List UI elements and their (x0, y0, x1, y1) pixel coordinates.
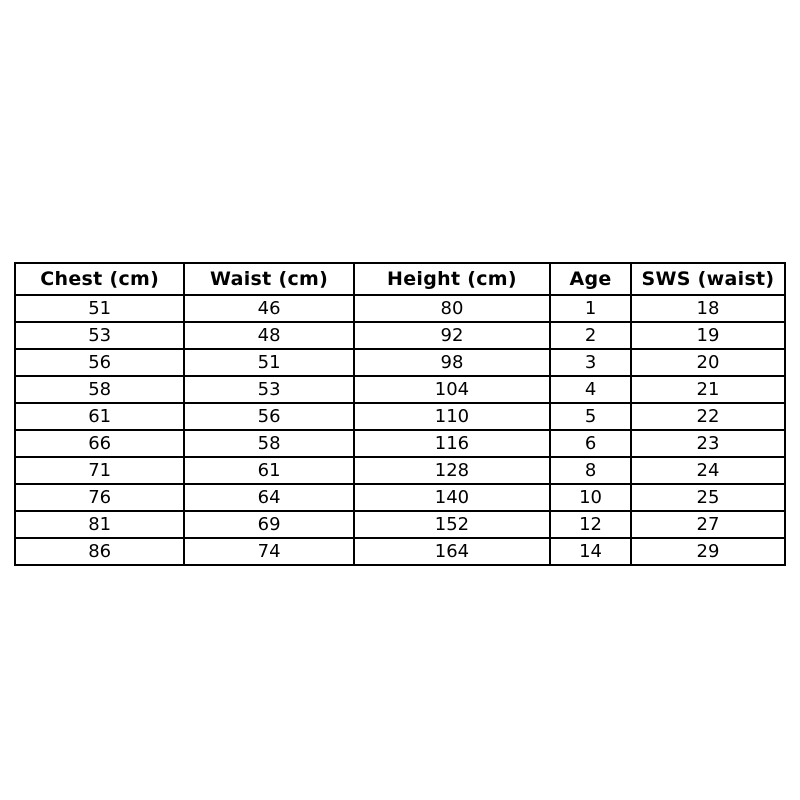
cell-waist: 64 (184, 484, 353, 511)
table-row (15, 457, 785, 484)
table-row (15, 322, 785, 349)
cell-sws: 19 (631, 322, 785, 349)
cell-waist: 51 (184, 349, 353, 376)
cell-sws: 22 (631, 403, 785, 430)
column-header-chest: Chest (cm) (15, 263, 184, 295)
column-header-height: Height (cm) (354, 263, 550, 295)
cell-chest: 76 (15, 484, 184, 511)
cell-age: 12 (550, 511, 631, 538)
table-row (15, 484, 785, 511)
cell-age: 1 (550, 295, 631, 322)
table-row (15, 376, 785, 403)
cell-age: 10 (550, 484, 631, 511)
cell-waist: 46 (184, 295, 353, 322)
cell-height: 104 (354, 376, 550, 403)
cell-height: 128 (354, 457, 550, 484)
table-row (15, 538, 785, 565)
cell-age: 8 (550, 457, 631, 484)
cell-waist: 53 (184, 376, 353, 403)
cell-age: 2 (550, 322, 631, 349)
cell-age: 3 (550, 349, 631, 376)
cell-sws: 23 (631, 430, 785, 457)
cell-height: 92 (354, 322, 550, 349)
cell-sws: 27 (631, 511, 785, 538)
cell-height: 164 (354, 538, 550, 565)
cell-chest: 66 (15, 430, 184, 457)
table-header-row (15, 263, 785, 295)
size-chart-table (14, 262, 786, 566)
cell-sws: 20 (631, 349, 785, 376)
cell-sws: 24 (631, 457, 785, 484)
cell-waist: 61 (184, 457, 353, 484)
cell-sws: 21 (631, 376, 785, 403)
table-row (15, 430, 785, 457)
cell-height: 98 (354, 349, 550, 376)
cell-waist: 56 (184, 403, 353, 430)
cell-chest: 51 (15, 295, 184, 322)
cell-age: 4 (550, 376, 631, 403)
cell-chest: 56 (15, 349, 184, 376)
cell-chest: 71 (15, 457, 184, 484)
cell-waist: 69 (184, 511, 353, 538)
column-header-sws: SWS (waist) (631, 263, 785, 295)
cell-height: 152 (354, 511, 550, 538)
cell-chest: 81 (15, 511, 184, 538)
cell-sws: 25 (631, 484, 785, 511)
table-row (15, 295, 785, 322)
table-row (15, 511, 785, 538)
table-row (15, 403, 785, 430)
cell-height: 140 (354, 484, 550, 511)
cell-sws: 29 (631, 538, 785, 565)
column-header-age: Age (550, 263, 631, 295)
cell-chest: 61 (15, 403, 184, 430)
cell-age: 6 (550, 430, 631, 457)
cell-waist: 48 (184, 322, 353, 349)
cell-waist: 74 (184, 538, 353, 565)
size-chart-container (14, 262, 786, 566)
cell-height: 116 (354, 430, 550, 457)
cell-chest: 53 (15, 322, 184, 349)
cell-age: 14 (550, 538, 631, 565)
cell-chest: 58 (15, 376, 184, 403)
table-row (15, 349, 785, 376)
cell-sws: 18 (631, 295, 785, 322)
cell-chest: 86 (15, 538, 184, 565)
cell-height: 110 (354, 403, 550, 430)
column-header-waist: Waist (cm) (184, 263, 353, 295)
cell-height: 80 (354, 295, 550, 322)
cell-age: 5 (550, 403, 631, 430)
cell-waist: 58 (184, 430, 353, 457)
